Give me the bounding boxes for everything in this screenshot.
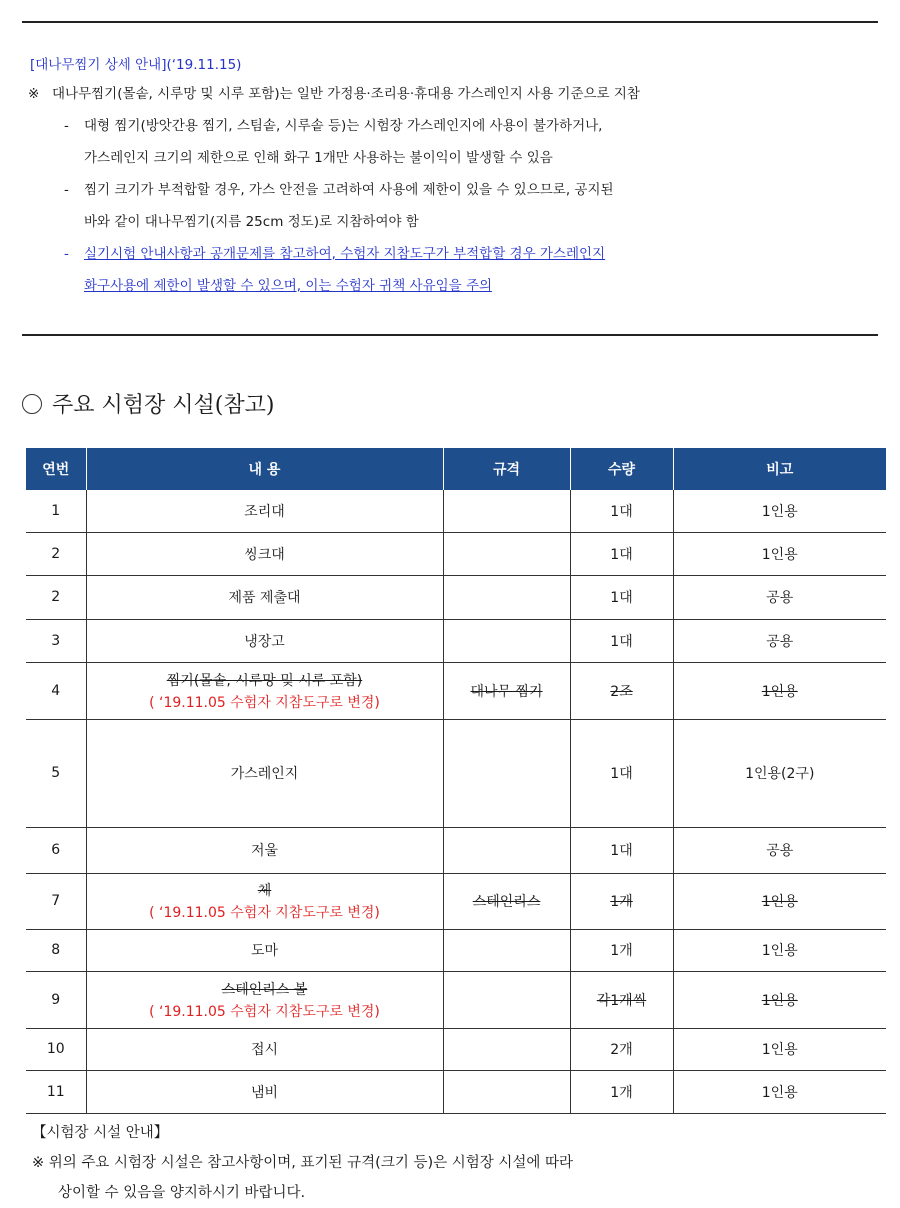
table-row (26, 1070, 886, 1113)
cell-content: 씽크대 (86, 532, 443, 575)
facility-table (26, 448, 886, 1114)
cell-spec (443, 1070, 570, 1113)
bullet-dash: - (64, 182, 69, 198)
cell-spec (443, 827, 570, 873)
cell-no: 2 (26, 532, 86, 575)
notice-main-text: 대나무찜기(몰솥, 시루망 및 시루 포함)는 일반 가정용·조리용·휴대용 가스레인지 사용 기준으로 지참 (52, 86, 640, 102)
cell-note: 1인용 (673, 929, 886, 971)
cell-qty: 1대 (570, 719, 673, 827)
cell-content: 냄비 (86, 1070, 443, 1113)
notice-bullet-1-line-1: 대형 찜기(방앗간용 찜기, 스팀솥, 시루솥 등)는 시험장 가스레인지에 사용이 불가하거나, (84, 118, 603, 134)
cell-spec (443, 1028, 570, 1070)
notice-title: [대나무찜기 상세 안내](‘19.11.15) (30, 57, 242, 73)
cell-spec (443, 971, 570, 1028)
table-row (26, 662, 886, 719)
top-divider (22, 21, 878, 23)
cell-content: 제품 제출대 (86, 575, 443, 619)
notice-bullet-2 (22, 174, 878, 206)
notice-bullet-3-line-2[interactable]: 화구사용에 제한이 발생할 수 있으며, 이는 수험자 귀책 사유임을 주의 (84, 278, 493, 294)
notice-bullet-2-line-2: 바와 같이 대나무찜기(지름 25cm 정도)로 지참하여야 함 (84, 214, 419, 230)
notice-bullet-3-line-2-wrap (22, 270, 878, 302)
cell-qty: 1대 (570, 575, 673, 619)
notice-bullet-1-line-2: 가스레인지 크기의 제한으로 인해 화구 1개만 사용하는 불이익이 발생할 수 있음 (84, 150, 553, 166)
table-row (26, 971, 886, 1028)
cell-note: 1인용 (673, 971, 886, 1028)
cell-qty: 1대 (570, 827, 673, 873)
table-row (26, 929, 886, 971)
cell-spec (443, 619, 570, 662)
cell-note: 1인용 (673, 1070, 886, 1113)
table-row (26, 827, 886, 873)
section-heading (22, 388, 274, 419)
table-row (26, 1028, 886, 1070)
notice-bullet-3 (22, 238, 878, 270)
bottom-divider (22, 334, 878, 336)
cell-note: 공용 (673, 619, 886, 662)
cell-content (86, 662, 443, 719)
header-qty: 수량 (570, 448, 673, 490)
table-row (26, 619, 886, 662)
cell-note: 1인용 (673, 532, 886, 575)
cell-note: 1인용 (673, 1028, 886, 1070)
cell-content: 조리대 (86, 490, 443, 532)
footer-line-1: ※ 위의 주요 시험장 시설은 참고사항이며, 표기된 규격(크기 등)은 시험장 시설에 따라 (32, 1155, 574, 1171)
cell-qty: 2개 (570, 1028, 673, 1070)
cell-qty: 1대 (570, 490, 673, 532)
table-row (26, 873, 886, 929)
change-note: ( ‘19.11.05 수험자 지참도구로 변경) (149, 694, 380, 711)
cell-spec (443, 575, 570, 619)
footer-line-2: 상이할 수 있음을 양지하시기 바랍니다. (58, 1185, 306, 1201)
cell-content: 도마 (86, 929, 443, 971)
cell-content: 냉장고 (86, 619, 443, 662)
section-title: 주요 시험장 시설(참고) (52, 393, 275, 418)
notice-main-line (22, 78, 878, 110)
notice-bullet-2-line-1: 찜기 크기가 부적합할 경우, 가스 안전을 고려하여 사용에 제한이 있을 수 있으므로, 공지된 (84, 182, 614, 198)
table-row (26, 532, 886, 575)
notice-bullet-1 (22, 110, 878, 142)
cell-spec (443, 929, 570, 971)
table-header-row (26, 448, 886, 490)
cell-spec (443, 719, 570, 827)
footer-title: 【시험장 시설 안내】 (32, 1125, 169, 1141)
cell-note: 1인용 (673, 662, 886, 719)
cell-no: 8 (26, 929, 86, 971)
cell-content: 접시 (86, 1028, 443, 1070)
cell-spec (443, 490, 570, 532)
cell-qty: 1대 (570, 619, 673, 662)
bullet-dash: - (64, 118, 69, 134)
header-spec: 규격 (443, 448, 570, 490)
struck-content: 찜기(몰솥, 시루망 및 시루 포함) (166, 672, 363, 689)
header-no: 연번 (26, 448, 86, 490)
cell-content: 가스레인지 (86, 719, 443, 827)
change-note: ( ‘19.11.05 수험자 지참도구로 변경) (149, 1003, 380, 1020)
cell-no: 10 (26, 1028, 86, 1070)
reference-mark: ※ (28, 86, 40, 102)
cell-qty: 1개 (570, 873, 673, 929)
cell-qty: 각1개씩 (570, 971, 673, 1028)
cell-no: 7 (26, 873, 86, 929)
cell-content (86, 873, 443, 929)
header-content: 내 용 (86, 448, 443, 490)
bullet-dash: - (64, 246, 69, 262)
cell-no: 3 (26, 619, 86, 662)
bamboo-steamer-notice (22, 52, 878, 302)
cell-no: 2 (26, 575, 86, 619)
cell-spec: 스테인리스 (443, 873, 570, 929)
cell-note: 공용 (673, 575, 886, 619)
cell-content (86, 971, 443, 1028)
cell-no: 6 (26, 827, 86, 873)
cell-qty: 1대 (570, 532, 673, 575)
cell-note: 1인용 (673, 873, 886, 929)
cell-spec: 대나무 찜기 (443, 662, 570, 719)
table-row (26, 490, 886, 532)
cell-no: 5 (26, 719, 86, 827)
struck-content: 스테인리스 볼 (221, 981, 308, 998)
facility-footer-note (32, 1118, 573, 1208)
cell-no: 1 (26, 490, 86, 532)
cell-no: 4 (26, 662, 86, 719)
circle-bullet-icon (22, 394, 42, 414)
notice-bullet-3-line-1[interactable]: 실기시험 안내사항과 공개문제를 참고하여, 수험자 지참도구가 부적합할 경우 가스레인지 (84, 246, 606, 262)
cell-note: 1인용(2구) (673, 719, 886, 827)
cell-note: 1인용 (673, 490, 886, 532)
cell-note: 공용 (673, 827, 886, 873)
cell-qty: 1개 (570, 1070, 673, 1113)
header-note: 비고 (673, 448, 886, 490)
change-note: ( ‘19.11.05 수험자 지참도구로 변경) (149, 905, 380, 921)
cell-no: 9 (26, 971, 86, 1028)
cell-content: 저울 (86, 827, 443, 873)
table-row (26, 575, 886, 619)
table-row (26, 719, 886, 827)
cell-qty: 1개 (570, 929, 673, 971)
cell-spec (443, 532, 570, 575)
struck-content: 체 (257, 883, 272, 899)
cell-no: 11 (26, 1070, 86, 1113)
cell-qty: 2조 (570, 662, 673, 719)
